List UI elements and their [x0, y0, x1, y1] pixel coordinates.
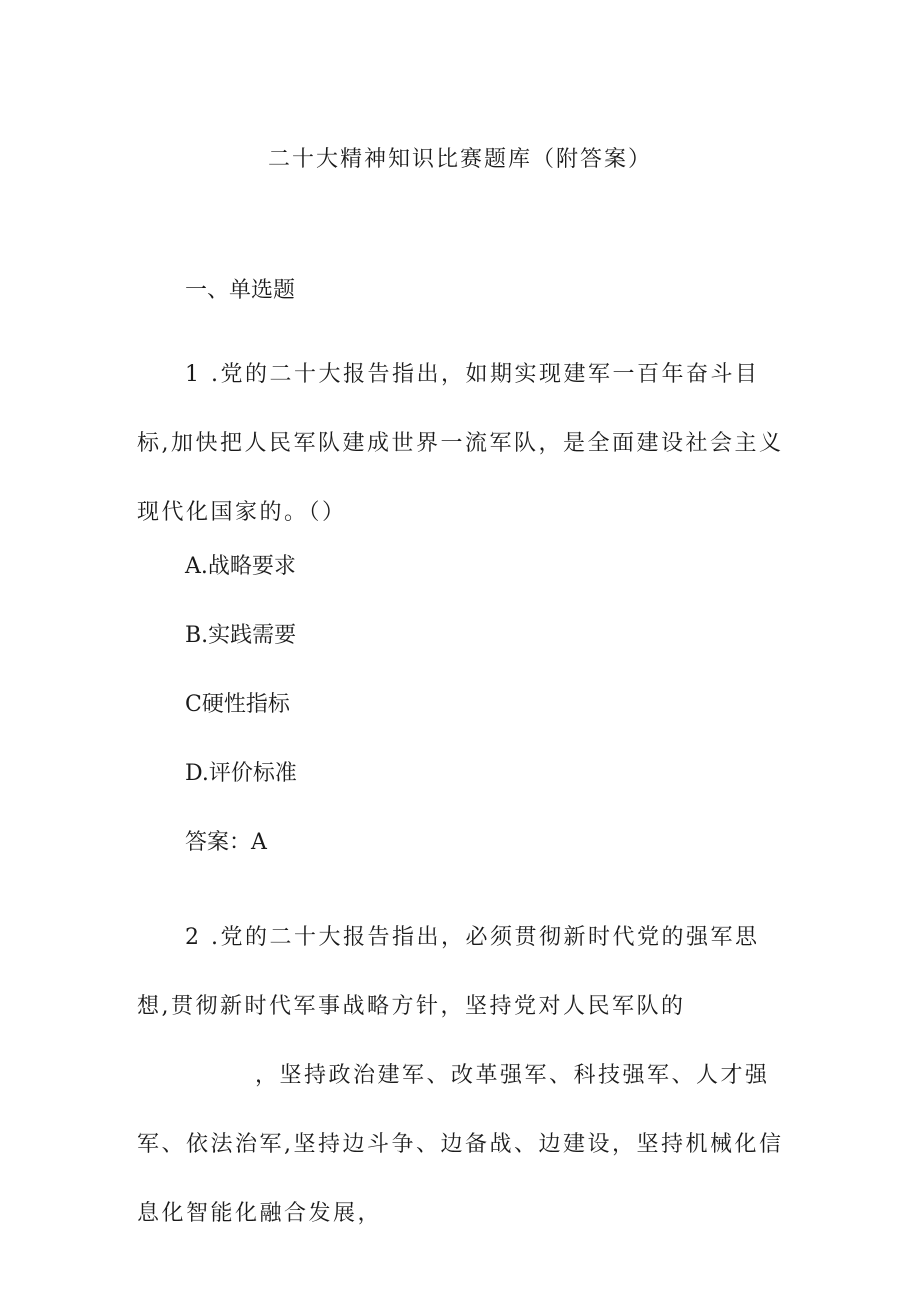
- question-2-stem-after-blank: ，坚持政治建军、改革强军、科技强军、人才强军、依法治军,坚持边斗争、边备战、边建设，坚持机械化信息化智能化融合发展，: [137, 1063, 784, 1226]
- question-1-answer: 答案：A: [185, 830, 267, 855]
- question-1-stem: .党的二十大报告指出，如期实现建军一百年奋斗目标,加快把人民军队建成世界一流军队，是全面建设社会主义现代化国家的。（）: [137, 362, 784, 525]
- question-1-option-c: C硬性指标: [185, 692, 290, 717]
- question-1-option-a: A.战略要求: [185, 554, 296, 579]
- question-2-stem-before-blank: .党的二十大报告指出，必须贯彻新时代党的强军思想,贯彻新时代军事战略方针，坚持党对人民军队的: [137, 925, 760, 1019]
- question-1-option-d: D.评价标准: [185, 761, 297, 786]
- question-1-option-b: B.实践需要: [185, 623, 297, 648]
- question-2-text: [137, 903, 792, 1248]
- question-1-number: 1: [185, 362, 202, 387]
- document-title: 二十大精神知识比赛题库（附答案）: [267, 147, 652, 172]
- section-heading: 一、单选题: [185, 278, 296, 303]
- question-1-text: [137, 340, 792, 547]
- question-2-number: 2: [185, 925, 202, 950]
